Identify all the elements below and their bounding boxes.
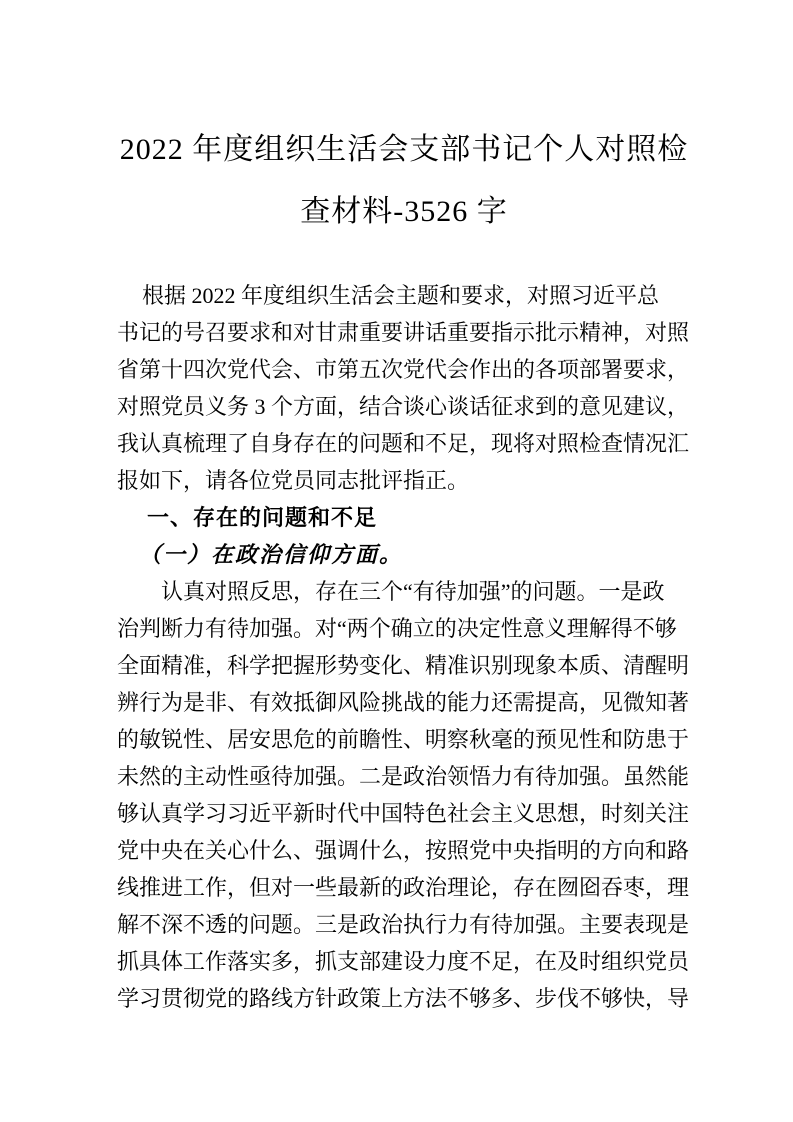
document-body [117, 277, 691, 1017]
body-paragraph-line: 的敏锐性、居安思危的前瞻性、明察秋毫的预见性和防患于 [117, 727, 690, 752]
intro-paragraph-line: 书记的号召要求和对甘肃重要讲话重要指示批示精神，对照 [117, 320, 690, 345]
body-paragraph-line: 辨行为是非、有效抵御风险挑战的能力还需提高，见微知著 [117, 690, 690, 715]
section-heading: 一、存在的问题和不足 [147, 505, 378, 530]
body-paragraph-line: 治判断力有待加强。对“两个确立的决定性意义理解得不够 [117, 616, 677, 641]
body-paragraph-line: 抓具体工作落实多，抓支部建设力度不足，在及时组织党员 [117, 949, 690, 974]
intro-paragraph-line: 我认真梳理了自身存在的问题和不足，现将对照检查情况汇 [117, 431, 690, 456]
document-title-line: 查材料-3526 字 [300, 195, 508, 228]
subsection-heading: （一）在政治信仰方面。 [139, 542, 404, 567]
body-paragraph-line: 全面精准，科学把握形势变化、精准识别现象本质、清醒明 [117, 653, 690, 678]
body-paragraph-line: 认真对照反思，存在三个“有待加强”的问题。一是政 [161, 579, 665, 604]
body-paragraph-line: 党中央在关心什么、强调什么，按照党中央指明的方向和路 [117, 838, 690, 863]
intro-paragraph-line: 根据 2022 年度组织生活会主题和要求，对照习近平总 [142, 283, 660, 308]
intro-paragraph-line: 报如下，请各位党员同志批评指正。 [117, 468, 470, 493]
body-paragraph-line: 线推进工作，但对一些最新的政治理论，存在囫囵吞枣，理 [117, 875, 690, 900]
body-paragraph-line: 学习贯彻党的路线方针政策上方法不够多、步伐不够快，导 [117, 986, 690, 1011]
intro-paragraph [117, 277, 691, 499]
intro-paragraph-line: 省第十四次党代会、市第五次党代会作出的各项部署要求， [117, 357, 690, 382]
body-paragraph [117, 573, 691, 1017]
document-title-line: 2022 年度组织生活会支部书记个人对照检 [119, 133, 689, 166]
body-paragraph-line: 未然的主动性亟待加强。二是政治领悟力有待加强。虽然能 [117, 764, 690, 789]
body-paragraph-line: 解不深不透的问题。三是政治执行力有待加强。主要表现是 [117, 912, 690, 937]
intro-paragraph-line: 对照党员义务 3 个方面，结合谈心谈话征求到的意见建议， [117, 394, 690, 419]
document-title [117, 119, 691, 243]
body-paragraph-line: 够认真学习习近平新时代中国特色社会主义思想，时刻关注 [117, 801, 690, 826]
